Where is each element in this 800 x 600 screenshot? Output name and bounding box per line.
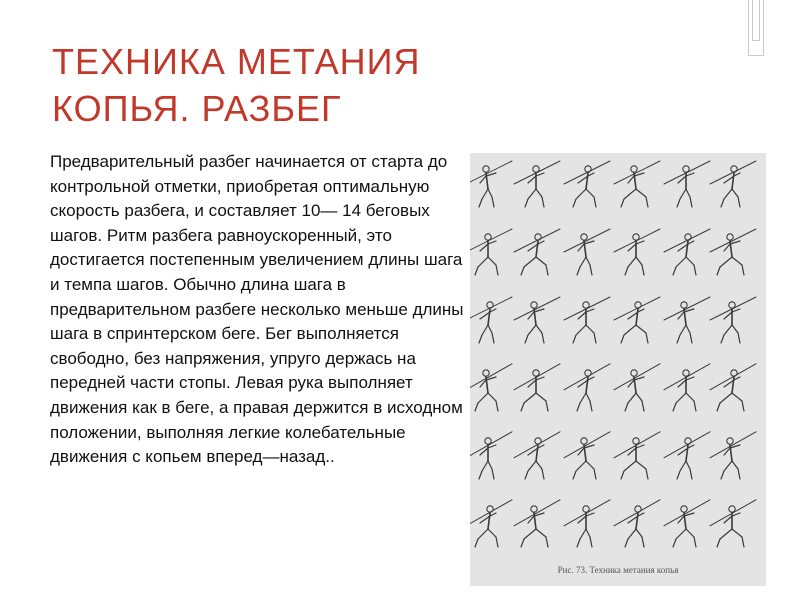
athlete-figure: [614, 229, 660, 275]
athlete-figure: [664, 297, 710, 343]
athlete-figure: [514, 161, 560, 207]
athlete-sequence-illustration: [470, 153, 766, 563]
athlete-figure: [514, 432, 560, 479]
athlete-figure: [710, 500, 756, 547]
athlete-figure: [564, 297, 610, 343]
athlete-figure: [564, 229, 610, 275]
athlete-figure: [470, 229, 512, 275]
athlete-figure: [564, 500, 610, 547]
athlete-figure: [664, 500, 710, 547]
athlete-figure: [514, 297, 560, 343]
athlete-figure: [710, 161, 756, 207]
athlete-figure: [564, 364, 610, 411]
athlete-figure: [514, 500, 560, 547]
body-text: Предварительный разбег начинается от старта до контрольной отметки, приобретая оптимальную скорость разбега, и составляет 10— 14 беговых шагов. Ритм разбега равноускоренный, это достигается постепенным увеличением длины шага и темпа шагов. Обычно длина шага в предварительном разбеге несколько меньше длины шага в спринтерском беге. Бег выполняется свободно, без напряжения, упруго держась на передней части стопы. Левая рука выполняет движения как в беге, а правая держится в исходном положении, выполняя легкие колебательные движения с копьем вперед—назад..: [50, 152, 464, 467]
athlete-figure: [564, 161, 610, 207]
corner-mark-inner: [752, 0, 760, 41]
athlete-figure: [470, 297, 512, 343]
title-line-1: ТЕХНИКА МЕТАНИЯ: [52, 41, 421, 82]
athlete-figure: [514, 364, 560, 411]
athlete-figure: [710, 364, 756, 411]
athlete-figure: [710, 432, 756, 479]
title-line-2: КОПЬЯ. РАЗБЕГ: [52, 88, 342, 129]
athlete-figure: [614, 161, 660, 207]
athlete-figure: [614, 432, 660, 479]
athlete-figure: [614, 500, 660, 547]
javelin-technique-figure: [470, 153, 766, 586]
athlete-figure: [470, 432, 512, 479]
athlete-figure: [564, 432, 610, 479]
athlete-figure: [614, 364, 660, 411]
athlete-figure: [470, 500, 512, 547]
athlete-figure: [710, 297, 756, 343]
figure-caption: Рис. 73. Техника метания копья: [557, 565, 679, 575]
slide-title: [52, 38, 572, 132]
athlete-figure: [614, 297, 660, 343]
athlete-figure: [664, 161, 710, 207]
corner-mark: [748, 0, 764, 56]
athlete-figure: [470, 161, 512, 207]
athlete-figure: [470, 364, 512, 411]
athlete-figure: [514, 229, 560, 275]
athlete-figure: [664, 432, 710, 479]
athlete-figure: [664, 229, 710, 275]
athlete-figure: [710, 229, 756, 275]
athlete-figure: [664, 364, 710, 411]
